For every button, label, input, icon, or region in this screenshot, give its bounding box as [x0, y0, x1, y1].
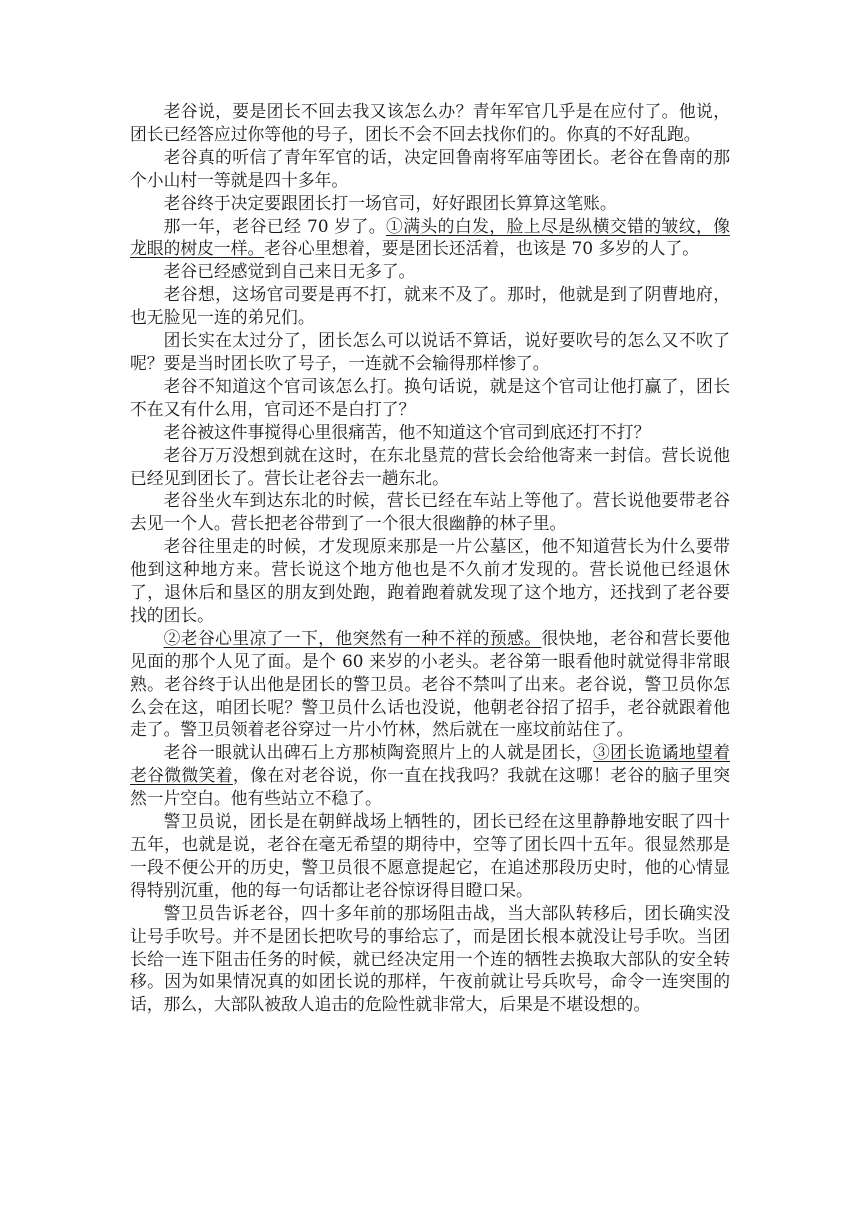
text-run: 老谷说，要是团长不回去我又该怎么办？青年军官几乎是在应付了。他说，团长已经答应过你等他的号子，团长不会不回去找你们的。你真的不好乱跑。 [130, 101, 730, 144]
text-run: 老谷往里走的时候，才发现原来那是一片公墓区，他不知道营长为什么要带他到这种地方来。营长说这个地方他也是不久前才发现的。营长说他已经退休了，退休后和垦区的朋友到处跑，跑着跑着就发现了这个地方，还找到了老谷要找的团长。 [130, 536, 730, 625]
text-run: 老谷想，这场官司要是再不打，就来不及了。那时，他就是到了阴曹地府，也无脸见一连的弟兄们。 [130, 284, 730, 328]
text-run: 老谷真的听信了青年军官的话，决定回鲁南将军庙等团长。老谷在鲁南的那个小山村一等就是四十多年。 [130, 146, 730, 190]
paragraph-16 [130, 902, 730, 1017]
text-run: 那一年，老谷已经 70 岁了。 [163, 215, 386, 236]
underlined-sentence-2: ②老谷心里凉了一下，他突然有一种不祥的预感。 [163, 627, 542, 648]
text-run: 警卫员告诉老谷，四十多年前的那场阻击战，当大部队转移后，团长确实没让号手吹号。并不是团长把吹号的事给忘了，而是团长根本就没让号手吹。当团长给一连下阻击任务的时候，就已经决定用一个连的牺牲去换取大部队的安全转移。因为如果情况真的如团长说的那样，午夜前就让号兵吹号，命令一连突围的话，那么，大部队被敌人追击的危险性就非常大，后果是不堪设想的。 [130, 902, 730, 1015]
paragraph-9 [130, 421, 730, 444]
story-text [130, 100, 730, 1016]
paragraph-4 [130, 215, 730, 261]
paragraph-1 [130, 100, 730, 146]
underlined-sentence-3: ③团长诡谲地望着老谷微微笑着 [130, 742, 730, 786]
text-run: 很快地，老谷和营长要他见面的那个人见了面。是个 60 来岁的小老头。老谷第一眼看他时就觉得非常眼熟。老谷终于认出他是团长的警卫员。老谷不禁叫了出来。老谷说，警卫员你怎么会在这，咱团长呢？警卫员什么话也没说，他朝老谷招了招手，老谷就跟着他走了。警卫员领着老谷穿过一片小竹林，然后就在一座坟前站住了。 [130, 627, 730, 740]
paragraph-5 [130, 260, 730, 283]
text-run: 老谷万万没想到就在这时，在东北垦荒的营长会给他寄来一封信。营长说他已经见到团长了。营长让老谷去一趟东北。 [130, 444, 730, 488]
paragraph-13 [130, 627, 730, 742]
text-run: 老谷一眼就认出碑石上方那桢陶瓷照片上的人就是团长， [163, 742, 593, 763]
paragraph-14 [130, 741, 730, 810]
paragraph-2 [130, 146, 730, 192]
paragraph-6 [130, 283, 730, 329]
paragraph-7 [130, 329, 730, 375]
text-run: 老谷坐火车到达东北的时候，营长已经在车站上等他了。营长说他要带老谷去见一个人。营长把老谷带到了一个很大很幽静的林子里。 [130, 490, 730, 534]
paragraph-12 [130, 535, 730, 627]
text-run: 老谷不知道这个官司该怎么打。换句话说，就是这个官司让他打赢了，团长不在又有什么用，官司还不是白打了？ [130, 375, 730, 419]
text-run: 老谷心里想着，要是团长还活着，也该是 70 多岁的人了。 [264, 238, 700, 259]
text-run: 警卫员说，团长是在朝鲜战场上牺牲的，团长已经在这里静静地安眠了四十五年，也就是说，老谷在毫无希望的期待中，空等了团长四十五年。很显然那是一段不便公开的历史，警卫员很不愿意提起它，在追述那段历史时，他的心情显得特别沉重，他的每一句话都让老谷惊讶得目瞪口呆。 [130, 811, 730, 900]
paragraph-3 [130, 192, 730, 215]
paragraph-8 [130, 375, 730, 421]
text-run: 团长实在太过分了，团长怎么可以说话不算话，说好要吹号的怎么又不吹了呢？要是当时团长吹了号子，一连就不会输得那样惨了。 [130, 330, 730, 373]
text-run: ，像在对老谷说，你一直在找我吗？我就在这哪！老谷的脑子里突然一片空白。他有些站立不稳了。 [130, 765, 730, 809]
underlined-sentence-1: ①满头的白发，脸上尽是纵横交错的皱纹，像龙眼的树皮一样。 [130, 215, 730, 259]
text-run: 老谷已经感觉到自己来日无多了。 [163, 261, 416, 282]
text-run: 老谷终于决定要跟团长打一场官司，好好跟团长算算这笔账。 [163, 192, 617, 213]
paragraph-11 [130, 489, 730, 535]
paragraph-15 [130, 810, 730, 902]
text-run: 老谷被这件事搅得心里很痛苦，他不知道这个官司到底还打不打？ [163, 421, 651, 442]
paragraph-10 [130, 444, 730, 490]
